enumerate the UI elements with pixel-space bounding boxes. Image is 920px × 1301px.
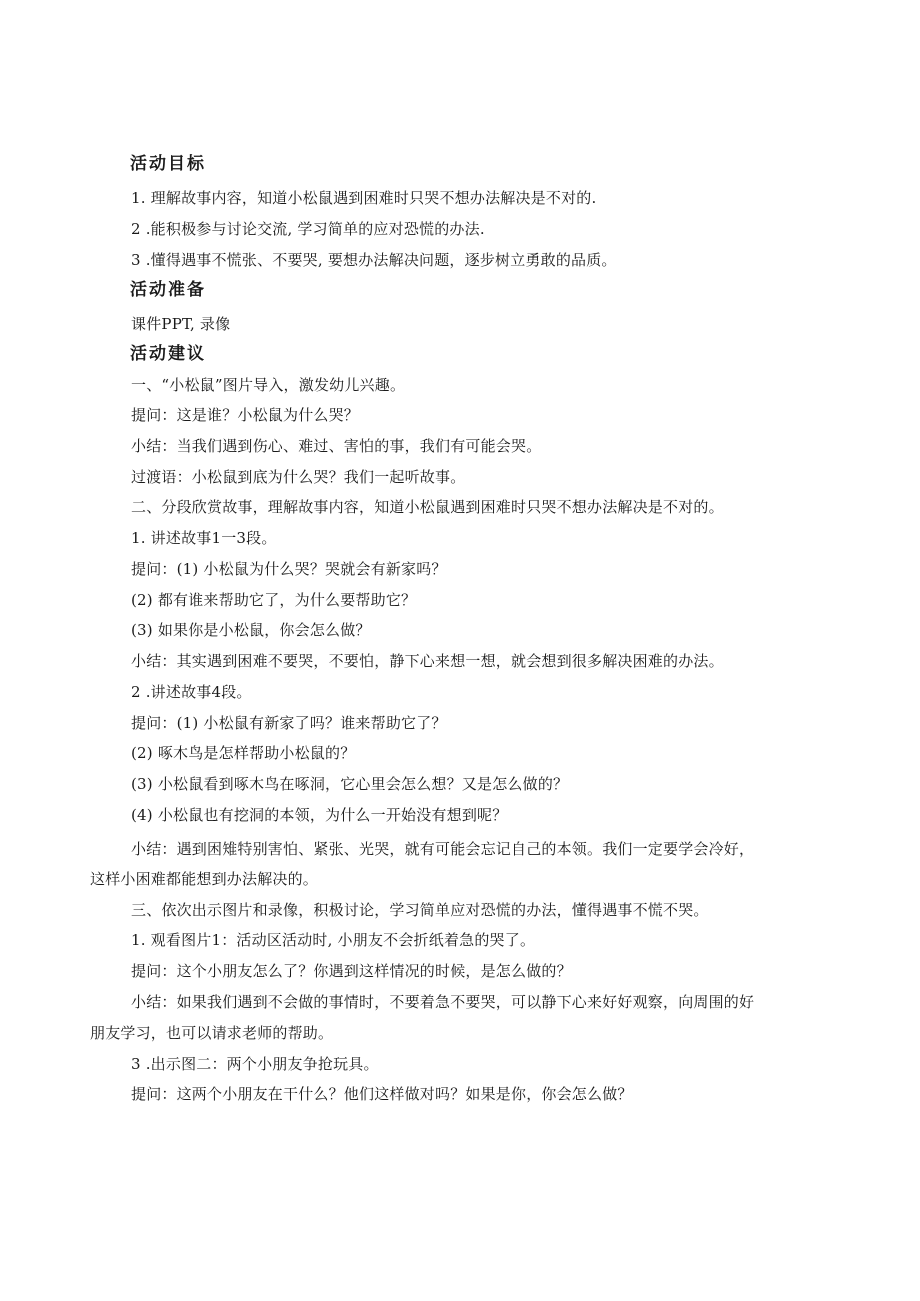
section-2-step-1-question-2: (2) 都有谁来帮助它了，为什么要帮助它？ xyxy=(131,591,417,609)
section-1-transition: 过渡语：小松鼠到底为什么哭？我们一起听故事。 xyxy=(131,468,466,486)
section-2-step-1-question-3: (3) 如果你是小松鼠，你会怎么做？ xyxy=(131,621,371,639)
goal-item-1: 1. 理解故事内容，知道小松鼠遇到困难时只哭不想办法解决是不对的. xyxy=(131,189,597,207)
section-3-step-1-summary-line-2: 朋友学习，也可以请求老师的帮助。 xyxy=(90,1024,334,1042)
section-2-step-2: 2 .讲述故事4段。 xyxy=(131,683,252,701)
goal-item-3: 3 .懂得遇事不慌张、不要哭, 要想办法解决问题，逐步树立勇敢的品质。 xyxy=(131,251,617,269)
goal-item-2: 2 .能积极参与讨论交流, 学习简单的应对恐慌的办法. xyxy=(131,220,485,238)
section-1-title: 一、“小松鼠”图片导入，激发幼儿兴趣。 xyxy=(131,376,406,394)
section-2-step-1: 1. 讲述故事1一3段。 xyxy=(131,529,277,547)
section-2-step-1-summary: 小结：其实遇到困难不要哭，不要怕，静下心来想一想，就会想到很多解决困难的办法。 xyxy=(131,652,724,670)
heading-activity-suggestions: 活动建议 xyxy=(130,344,206,364)
section-2-step-2-question-1: 提问：(1) 小松鼠有新家了吗？谁来帮助它了？ xyxy=(131,714,447,732)
section-1-summary: 小结：当我们遇到伤心、难过、害怕的事，我们有可能会哭。 xyxy=(131,437,542,455)
section-2-step-2-summary-line-1: 小结：遇到困雉特别害怕、紧张、光哭，就有可能会忘记自己的本领。我们一定要学会冷好， xyxy=(131,840,755,858)
section-2-step-2-summary-line-2: 这样小困难都能想到办法解决的。 xyxy=(90,870,319,888)
section-2-step-1-question-1: 提问：(1) 小松鼠为什么哭？哭就会有新家吗？ xyxy=(131,560,447,578)
section-1-question: 提问：这是谁？小松鼠为什么哭？ xyxy=(131,406,360,424)
section-3-step-1-summary-line-1: 小结：如果我们遇到不会做的事情时，不要着急不要哭，可以静下心来好好观察，向周围的好 xyxy=(131,993,755,1011)
section-2-title: 二、分段欣赏故事，理解故事内容，知道小松鼠遇到困难时只哭不想办法解决是不对的。 xyxy=(131,498,724,516)
section-2-step-2-question-2: (2) 啄木鸟是怎样帮助小松鼠的？ xyxy=(131,744,356,762)
heading-activity-goals: 活动目标 xyxy=(130,154,206,174)
section-3-step-1: 1. 观看图片1：活动区活动时, 小朋友不会折纸着急的哭了。 xyxy=(131,931,536,949)
section-3-step-1-question: 提问：这个小朋友怎么了？你遇到这样情况的时候，是怎么做的？ xyxy=(131,962,572,980)
heading-activity-prep: 活动准备 xyxy=(130,280,206,300)
section-3-step-3-question: 提问：这两个小朋友在干什么？他们这样做对吗？如果是你，你会怎么做？ xyxy=(131,1085,633,1103)
section-2-step-2-question-4: (4) 小松鼠也有挖洞的本领，为什么一开始没有想到呢？ xyxy=(131,806,508,824)
section-2-step-2-question-3: (3) 小松鼠看到啄木鸟在啄洞，它心里会怎么想？又是怎么做的？ xyxy=(131,775,569,793)
section-3-title: 三、依次出示图片和录像，积极讨论，学习简单应对恐慌的办法，懂得遇事不慌不哭。 xyxy=(131,901,709,919)
prep-materials: 课件PPT, 录像 xyxy=(131,315,231,333)
section-3-step-3: 3 .出示图二：两个小朋友争抢玩具。 xyxy=(131,1055,379,1073)
